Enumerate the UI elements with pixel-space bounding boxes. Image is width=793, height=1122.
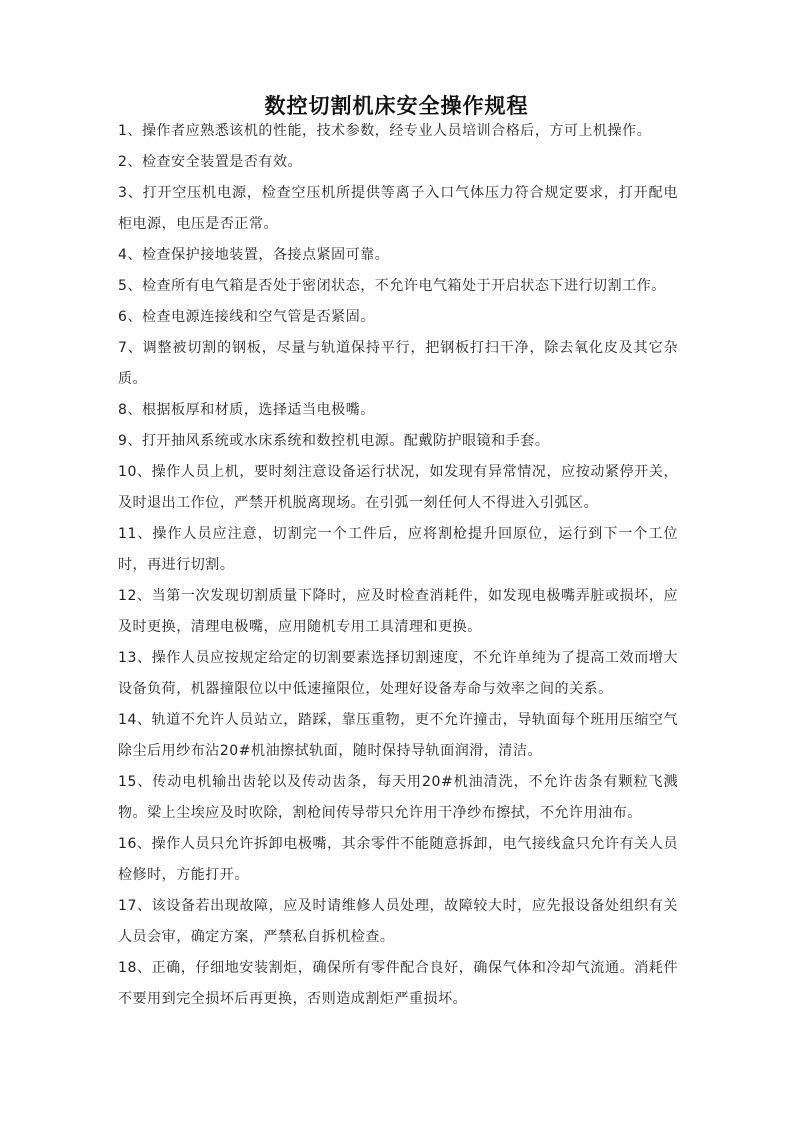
rule-paragraph: 18、正确，仔细地安装割炬，确保所有零件配合良好，确保气体和冷却气流通。消耗件不要用到完全损坏后再更换，否则造成割炬严重损坏。 xyxy=(118,960,678,1007)
rule-paragraph: 11、操作人员应注意，切割完一个工件后，应将割枪提升回原位，运行到下一个工位时，再进行切割。 xyxy=(118,526,678,573)
rule-paragraph: 14、轨道不允许人员站立，踏踩，靠压重物，更不允许撞击，导轨面每个班用压缩空气除尘后用纱布沾20#机油擦拭轨面，随时保持导轨面润滑，清洁。 xyxy=(118,712,678,759)
rule-paragraph: 13、操作人员应按规定给定的切割要素选择切割速度，不允许单纯为了提高工效而增大设备负荷，机器撞限位以中低速撞限位，处理好设备寿命与效率之间的关系。 xyxy=(118,650,678,697)
rule-paragraph: 5、检查所有电气箱是否处于密闭状态，不允许电气箱处于开启状态下进行切割工作。 xyxy=(118,278,666,294)
rule-paragraph: 12、当第一次发现切割质量下降时，应及时检查消耗件，如发现电极嘴弄脏或损坏，应及时更换，清理电极嘴，应用随机专用工具清理和更换。 xyxy=(118,588,678,635)
rule-paragraph: 3、打开空压机电源，检查空压机所提供等离子入口气体压力符合规定要求，打开配电柜电源，电压是否正常。 xyxy=(118,185,678,232)
rule-paragraph: 1、操作者应熟悉该机的性能，技术参数，经专业人员培训合格后，方可上机操作。 xyxy=(118,123,652,139)
rule-paragraph: 6、检查电源连接线和空气管是否紧固。 xyxy=(118,309,375,325)
rule-paragraph: 7、调整被切割的钢板，尽量与轨道保持平行，把钢板打扫干净，除去氧化皮及其它杂质。 xyxy=(118,340,678,387)
rule-paragraph: 16、操作人员只允许拆卸电极嘴，其余零件不能随意拆卸，电气接线盒只允许有关人员检修时，方能打开。 xyxy=(118,836,678,883)
rule-paragraph: 15、传动电机输出齿轮以及传动齿条，每天用20#机油清洗，不允许齿条有颗粒飞溅物。梁上尘埃应及时吹除，割枪间传导带只允许用干净纱布擦拭，不允许用油布。 xyxy=(118,774,678,821)
document-body xyxy=(118,116,678,1015)
rule-paragraph: 17、该设备若出现故障，应及时请维修人员处理，故障较大时，应先报设备处组织有关人员会审，确定方案，严禁私自拆机检查。 xyxy=(118,898,678,945)
rule-paragraph: 4、检查保护接地装置，各接点紧固可靠。 xyxy=(118,247,390,263)
rule-paragraph: 9、打开抽风系统或水床系统和数控机电源。配戴防护眼镜和手套。 xyxy=(118,433,550,449)
rule-paragraph: 10、操作人员上机，要时刻注意设备运行状况，如发现有异常情况，应按动紧停开关，及时退出工作位，严禁开机脱离现场。在引弧一刻任何人不得进入引弧区。 xyxy=(118,464,678,511)
rule-paragraph: 8、根据板厚和材质，选择适当电极嘴。 xyxy=(118,402,375,418)
document-title: 数控切割机床安全操作规程 xyxy=(264,93,529,118)
rule-paragraph: 2、检查安全装置是否有效。 xyxy=(118,154,303,170)
